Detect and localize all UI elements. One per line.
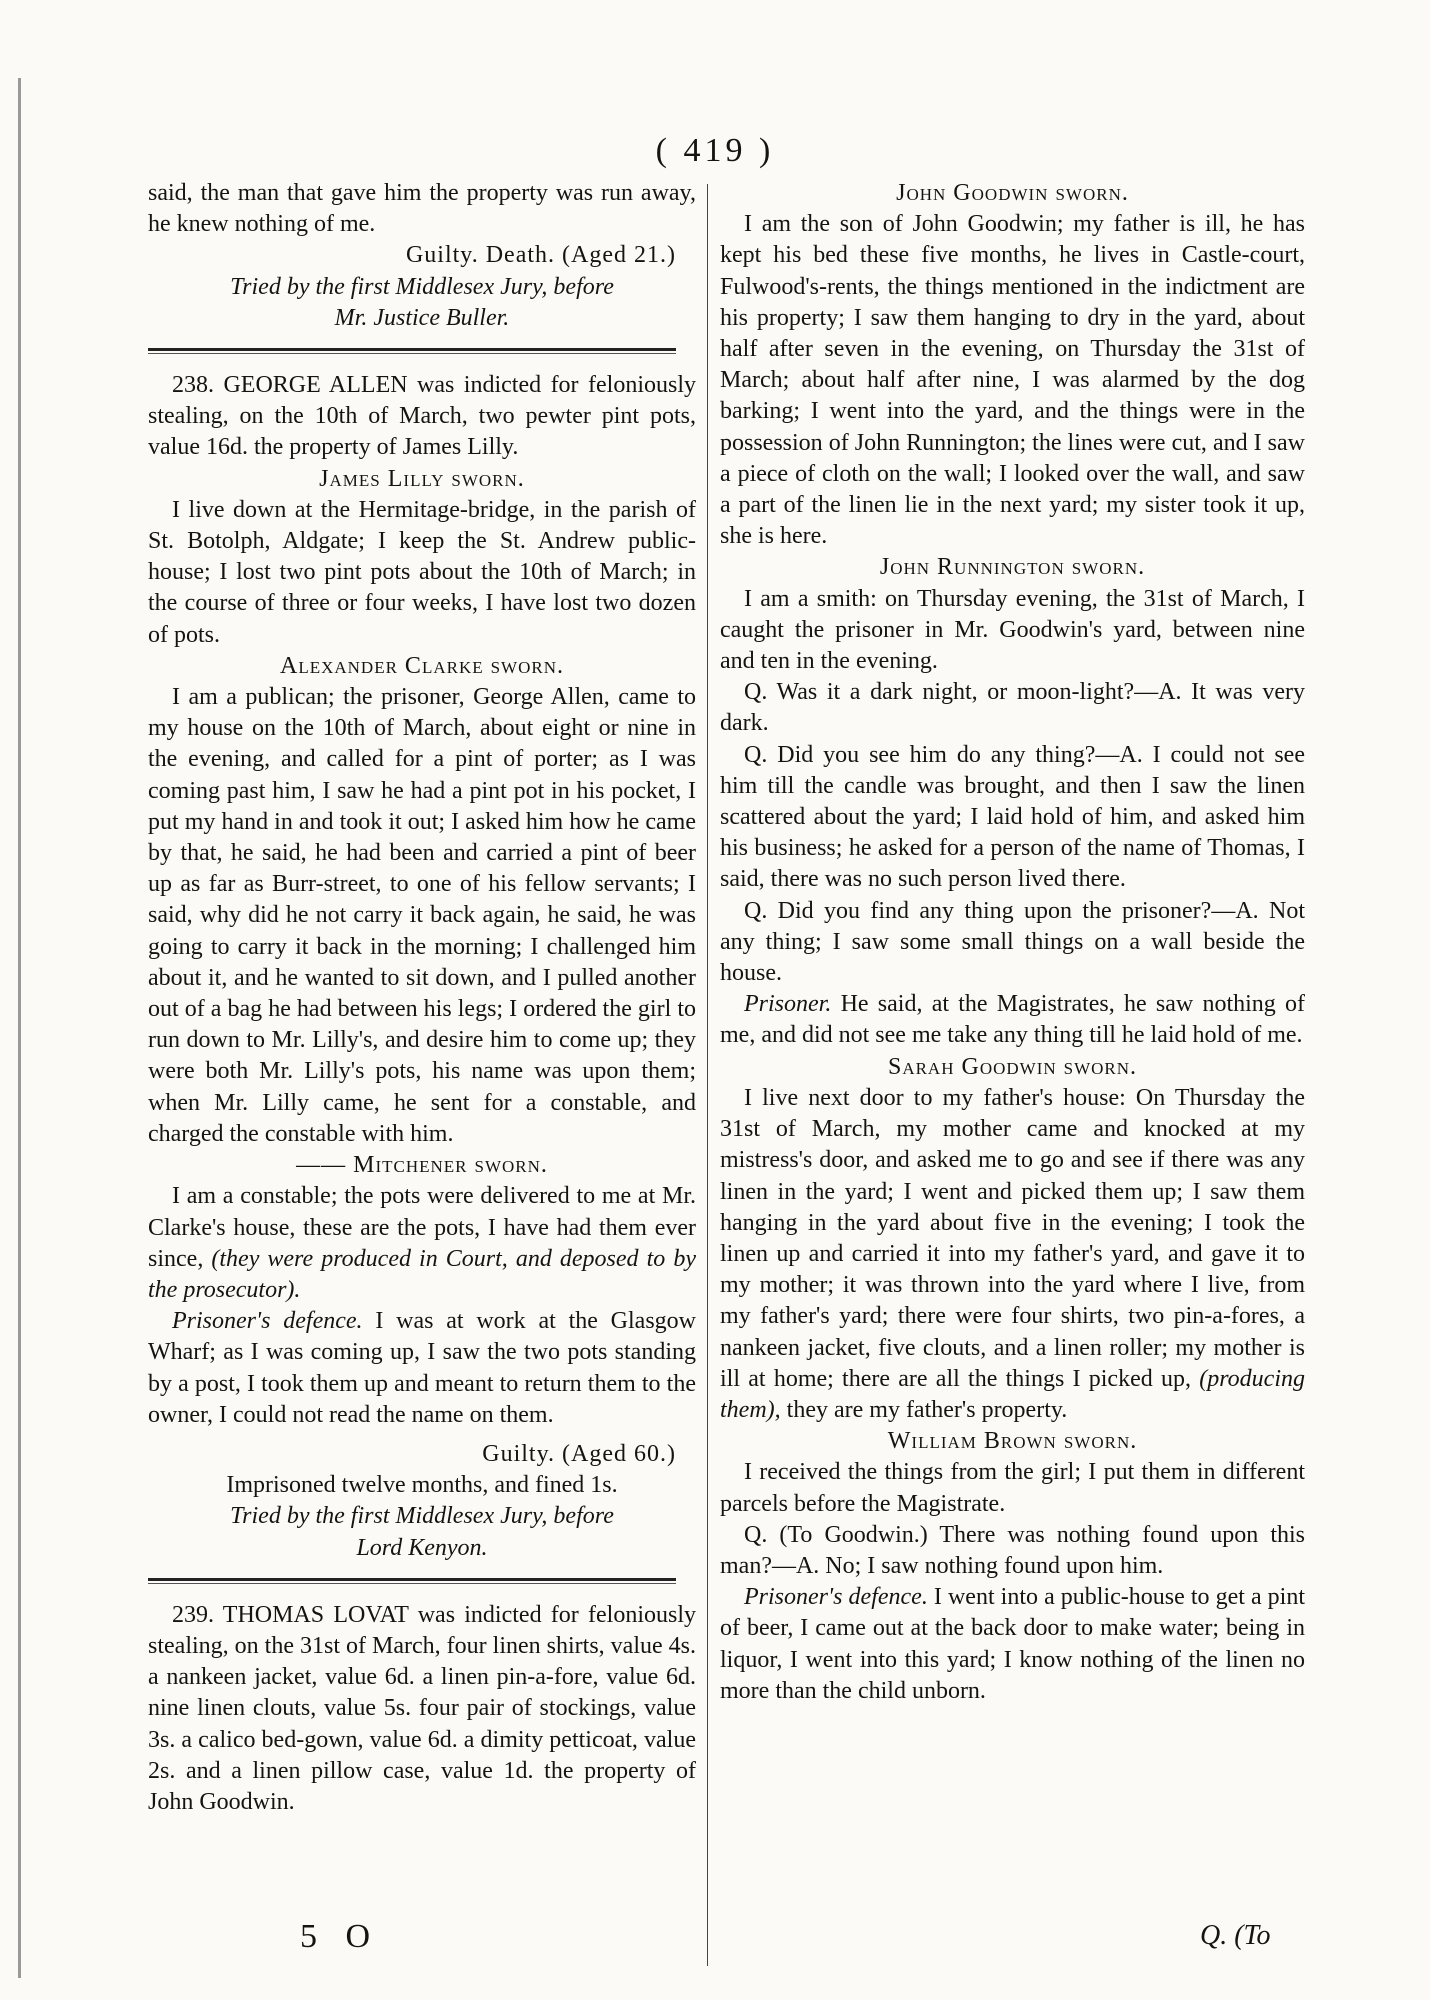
prisoner-text: He said, at the Magistrates, he saw nothing of me, and did not see me take any thing till he laid hold of me. xyxy=(720,991,1306,1049)
defence-text: I was at work at the Glasgow Wharf; as I was coming up, I saw the two pots standing by a post, I took them up and meant to return them to the owner, I could not read the name on them. xyxy=(148,1308,697,1428)
page-number: ( 419 ) xyxy=(655,132,775,169)
testimony: I live down at the Hermitage-bridge, in the parish of St. Botolph, Aldgate; I keep the St. Andrew public-house; I lost two pint pots about the 10th of March; in the course of three or four weeks, I have lost two dozen of pots. xyxy=(148,496,696,648)
verdict: Guilty. Death. (Aged 21.) xyxy=(405,242,676,269)
witness-heading: Sarah Goodwin sworn. xyxy=(887,1053,1138,1080)
defence-label: Prisoner's defence. xyxy=(172,1308,363,1335)
defence xyxy=(148,1306,696,1431)
defence-label: Prisoner's defence. xyxy=(744,1584,928,1611)
witness-heading: William Brown sworn. xyxy=(887,1428,1138,1455)
jury-note: Tried by the first Middlesex Jury, before xyxy=(230,273,614,300)
testimony-tail: they are my father's property. xyxy=(786,1396,1068,1423)
signature-mark: 5 O xyxy=(300,1918,381,1955)
paragraph: said, the man that gave him the property was run away, he knew nothing of me. xyxy=(148,180,696,238)
testimony: I am the son of John Goodwin; my father is ill, he has kept his bed these five months, he lives in Castle-court, Fulwood's-rents, the things mentioned in the indictment are his property; I saw them hanging to dry in the yard, about half after seven in the evening, on Thursday the 31st of March; about half after nine, I was alarmed by the dog barking; I went into the yard, and the things were in the possession of John Runnington; the lines were cut, and I saw a piece of cloth on the wall; I looked over the wall, and saw a part of the linen lie in the next yard; my sister took it up, she is here. xyxy=(720,211,1305,550)
witness-heading: John Runnington sworn. xyxy=(879,554,1146,581)
right-column xyxy=(720,178,1305,1707)
jury-note: Tried by the first Middlesex Jury, before xyxy=(230,1503,614,1530)
catchword: Q. (To xyxy=(1200,1920,1271,1951)
witness-heading: —— Mitchener sworn. xyxy=(296,1152,548,1179)
question: Q. Did you see him do any thing?—A. I could not see him till the candle was brought, and then I saw the linen scattered about the yard; I laid hold of him, and asked him his business; he asked for a person of the name of Thomas, I said, there was no such person lived there. xyxy=(720,741,1305,893)
case-heading: 239. THOMAS LOVAT was indicted for feloniously stealing, on the 31st of March, four linen shirts, value 4s. a nankeen jacket, value 6d. a linen pin-a-fore, value 6d. nine linen clouts, value 5s. four pair of stockings, value 3s. a calico bed-gown, value 6d. a dimity petticoat, value 2s. and a linen pillow case, value 1d. the property of John Goodwin. xyxy=(148,1601,696,1815)
column-rule xyxy=(707,184,708,1966)
judge-note: Mr. Justice Buller. xyxy=(334,304,510,331)
testimony xyxy=(720,1083,1305,1426)
prisoner-statement xyxy=(720,989,1305,1051)
testimony-text: I live next door to my father's house: On Thursday the 31st of March, my mother came and knocked at my mistress's door, and asked me to go and see if there was any linen in the yard; I went and picked them up; I saw them hanging in the yard about five in the evening; I took the linen up and carried it into my father's yard, and gave it to my mother; it was thrown into the yard where I live, from my father's yard; there were four shirts, two pin-a-fores, a nankeen jacket, five clouts, and a linen roller; my mother is ill at home; there are all the things I picked up, xyxy=(720,1084,1305,1392)
testimony-text: I am a constable; the pots were delivered to me at Mr. Clarke's house, these are the pots, I have had them ever since, xyxy=(148,1183,696,1272)
judge-note: Lord Kenyon. xyxy=(356,1534,488,1561)
verdict: Guilty. (Aged 60.) xyxy=(482,1440,676,1467)
witness-heading: James Lilly sworn. xyxy=(319,465,525,492)
witness-heading: Alexander Clarke sworn. xyxy=(280,652,564,679)
testimony: I am a smith: on Thursday evening, the 31st of March, I caught the prisoner in Mr. Goodwin's yard, between nine and ten in the evening. xyxy=(720,585,1305,675)
court-note: (producing them), xyxy=(720,1365,1305,1423)
section-rule xyxy=(148,1578,676,1584)
testimony xyxy=(148,1181,696,1306)
question: Q. Was it a dark night, or moon-light?—A. It was very dark. xyxy=(720,679,1305,737)
section-rule xyxy=(148,348,676,354)
witness-heading: John Goodwin sworn. xyxy=(896,180,1129,206)
prisoner-label: Prisoner. xyxy=(744,991,832,1018)
defence-text: I went into a public-house to get a pint of beer, I came out at the back door to make water; being in liquor, I went into this yard; I know nothing of the linen no more than the child unborn. xyxy=(720,1584,1306,1704)
left-column xyxy=(148,178,696,1818)
testimony: I am a publican; the prisoner, George Allen, came to my house on the 10th of March, about eight or nine in the evening, and called for a pint of porter; as I was coming past him, I saw he had a pint pot in his pocket, I put my hand in and took it out; I asked him how he came by that, he said, he had been and carried a pint of beer up as far as Burr-street, to one of his fellow servants; I said, why did he not carry it back again, he said, he was going to carry it back in the morning; I challenged him about it, and he wanted to sit down, and I pulled another out of a bag he had between his legs; I ordered the girl to run down to Mr. Lilly's, and desire him to come up; they were both Mr. Lilly's pots, his name was upon them; when Mr. Lilly came, he sent for a constable, and charged the constable with him. xyxy=(148,684,696,1147)
case-heading: 238. GEORGE ALLEN was indicted for feloniously stealing, on the 10th of March, two pewter pint pots, value 16d. the property of James Lilly. xyxy=(148,372,696,461)
court-note: (they were produced in Court, and deposed to by the prosecutor). xyxy=(148,1245,696,1303)
testimony: I received the things from the girl; I put them in different parcels before the Magistrate. xyxy=(720,1459,1305,1517)
sentence: Imprisoned twelve months, and fined 1s. xyxy=(226,1472,618,1499)
question: Q. Did you find any thing upon the prisoner?—A. Not any thing; I saw some small things on a wall beside the house. xyxy=(720,897,1305,987)
defence xyxy=(720,1582,1305,1707)
margin-rule xyxy=(18,78,21,1978)
question: Q. (To Goodwin.) There was nothing found upon this man?—A. No; I saw nothing found upon him. xyxy=(720,1521,1305,1579)
